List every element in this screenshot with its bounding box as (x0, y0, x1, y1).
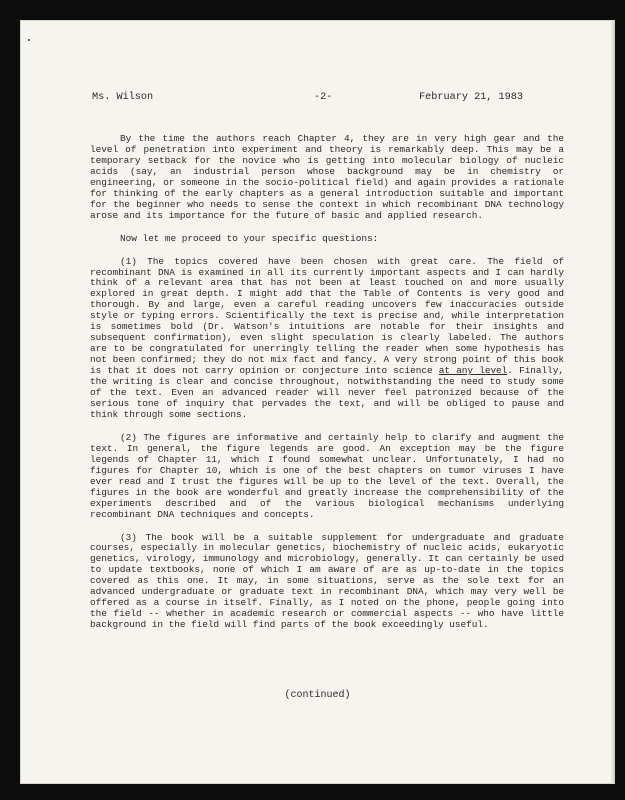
letter-body (90, 134, 564, 643)
margin-dot (28, 39, 30, 41)
question-1-underlined: at any level (438, 365, 508, 377)
header-page-number: -2- (314, 92, 333, 103)
question-1-text-end: . Finally, the writing is clear and concise throughout, notwithstanding the need to study some of the text. Even an advanced reader will never feel patronized because of the serious tone of inquiry that pervades the text, and will be obliged to pause and think through some sections. (90, 365, 564, 420)
paragraph-question-2: (2) The figures are informative and certainly help to clarify and augment the text. In general, the figure legends are good. An exception may be the figure legends of Chapter 11, which I found somewhat unclear. Unfortunately, I had no figures for Chapter 10, which is one of the best chapters on tumor viruses I have ever read and I trust the figures will be up to the level of the text. Overall, the figures in the book are wonderful and greatly increase the comprehensibility of the experiments described and of the various biological mechanisms underlying recombinant DNA techniques and concepts. (90, 431, 564, 520)
paragraph-questions-intro: Now let me proceed to your specific questions: (120, 232, 379, 244)
header-recipient: Ms. Wilson (92, 92, 154, 103)
paragraph-question-1 (90, 257, 564, 421)
page-edge (611, 20, 615, 784)
letter-header (92, 92, 523, 106)
question-1-text: (1) The topics covered have been chosen with great care. The field of recombinant DNA is examined in all its currently important aspects and I can hardly think of a relevant area that has not been at least touched on and more usually explored in great depth. I might add that the Table of Contents is very good and thorough. By and large, even a careful reading uncovers few inaccuracies outside style or typing errors. Scientifically the text is precise and, while interpretation is sometimes bold (Dr. Watson's intuitions are notable for their insights and subsequent confirmation), even slight speculation is clearly labeled. The authors are to be congratulated for unerringly telling the reader when some hypothesis has not been confirmed; they do not mix fact and fancy. A very strong point of this book is that it does not carry opinion or conjecture into science (90, 255, 564, 377)
paragraph-chapter-4: By the time the authors reach Chapter 4, they are in very high gear and the level of penetration into experiment and theory is remarkably deep. This may be a temporary setback for the novice who is getting into molecular biology of nucleic acids (say, an industrial person whose background may be in chemistry or engineering, or someone in the socio-political field) and again provides a rationale for thinking of the early chapters as a general introduction suitable and important for the beginner who needs to sense the context in which recombinant DNA technology arose and its importance for the future of basic and applied research. (90, 133, 564, 221)
paragraph-question-3: (3) The book will be a suitable supplement for undergraduate and graduate courses, especially in molecular genetics, biochemistry of nucleic acids, eukaryotic genetics, virology, immunology and microbiology, generally. It can certainly be used to update textbooks, none of which I am aware of are as up-to-date in the topics covered as this one. It may, in some situations, serve as the sole text for an advanced undergraduate or graduate text in recombinant DNA, which may very well be offered as a course in itself. Finally, as I noted on the phone, people going into the field -- whether in academic research or commercial aspects -- who have little background in the field will find parts of the book exceedingly useful. (90, 531, 564, 631)
continued-note: (continued) (284, 690, 351, 701)
header-date: February 21, 1983 (419, 92, 523, 103)
letter-page (20, 20, 615, 784)
